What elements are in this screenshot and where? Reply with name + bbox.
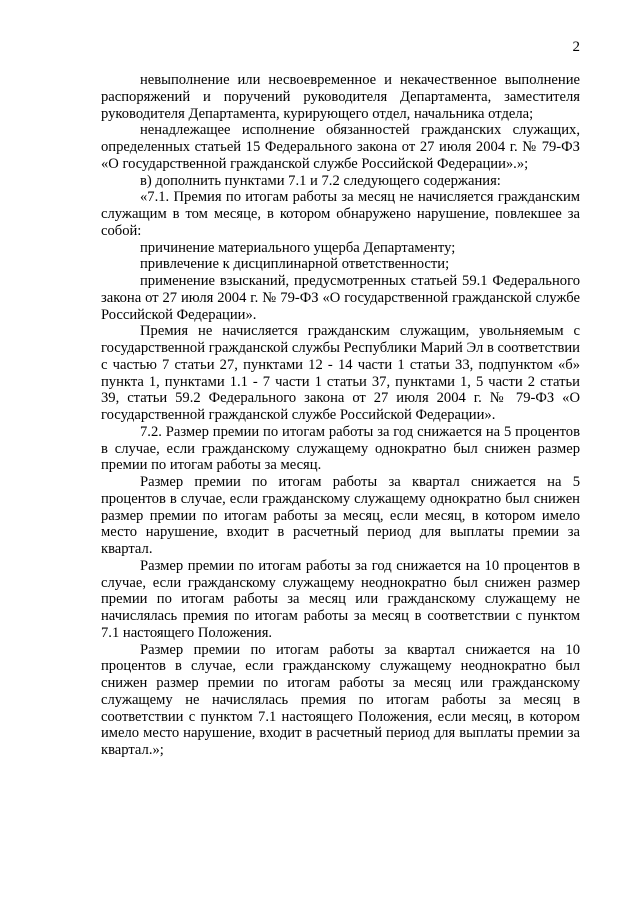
page-number: 2 xyxy=(572,39,580,55)
paragraph-disciplinary-liability: привлечение к дисциплинарной ответственности; xyxy=(140,256,450,273)
paragraph-dismissed-employees: Премия не начисляется гражданским служащим, увольняемым с государственной гражданской службы Республики Марий Эл в соответствии с частью 7 статьи 27, пунктами 12 - 14 части 1 статьи 33, подпунктом «б» пункта 1, пунктами 1.1 - 7 части 1 статьи 37, пунктами 1, 5 части 2 статьи 39, статьи 59.2 Федерального закона от 27 июля 2004 г. № 79-ФЗ «О государственной гражданской службе Российской Федерации». xyxy=(101,323,580,423)
paragraph-quarter-10-percent: Размер премии по итогам работы за квартал снижается на 10 процентов в случае, если гражданскому служащему неоднократно был снижен размер премии по итогам работы за месяц или гражданскому служащему не начислялась премия по итогам работы за месяц в соответствии с пунктом 7.1 настоящего Положения, если месяц, в котором имело место нарушение, входит в расчетный период для выплаты премии за квартал.»; xyxy=(101,641,580,758)
paragraph-penalties: применение взысканий, предусмотренных статьей 59.1 Федерального закона от 27 июля 2004 г. № 79-ФЗ «О государственной гражданской службе Российской Федерации». xyxy=(101,273,580,323)
paragraph-add-clauses: в) дополнить пунктами 7.1 и 7.2 следующего содержания: xyxy=(140,172,501,189)
paragraph-quarter-5-percent: Размер премии по итогам работы за квартал снижается на 5 процентов в случае, если гражданскому служащему однократно был снижен размер премии по итогам работы за месяц, если месяц, в котором имело место нарушение, входит в расчетный период для выплаты премии за квартал. xyxy=(101,474,580,557)
paragraph-violations-instructions: невыполнение или несвоевременное и некачественное выполнение распоряжений и поручений руководителя Департамента, заместителя руководителя Департамента, курирующего отдел, начальника отдела; xyxy=(101,72,580,122)
paragraph-clause-7-2: 7.2. Размер премии по итогам работы за год снижается на 5 процентов в случае, если гражданскому служащему однократно был снижен размер премии по итогам работы за месяц. xyxy=(101,423,580,474)
paragraph-clause-7-1: «7.1. Премия по итогам работы за месяц не начисляется гражданским служащим в том месяце, в котором обнаружено нарушение, повлекшее за собой: xyxy=(101,189,580,239)
paragraph-year-10-percent: Размер премии по итогам работы за год снижается на 10 процентов в случае, если гражданскому служащему неоднократно был снижен размер премии по итогам работы за месяц или гражданскому служащему не начислялась премия по итогам работы за месяц в соответствии с пунктом 7.1 настоящего Положения. xyxy=(101,557,580,641)
document-body xyxy=(101,72,580,759)
paragraph-material-damage: причинение материального ущерба Департаменту; xyxy=(140,239,456,256)
paragraph-improper-duties: ненадлежащее исполнение обязанностей гражданских служащих, определенных статьей 15 Федерального закона от 27 июля 2004 г. № 79-ФЗ «О государственной гражданской службе Российской Федерации».»; xyxy=(101,122,580,172)
